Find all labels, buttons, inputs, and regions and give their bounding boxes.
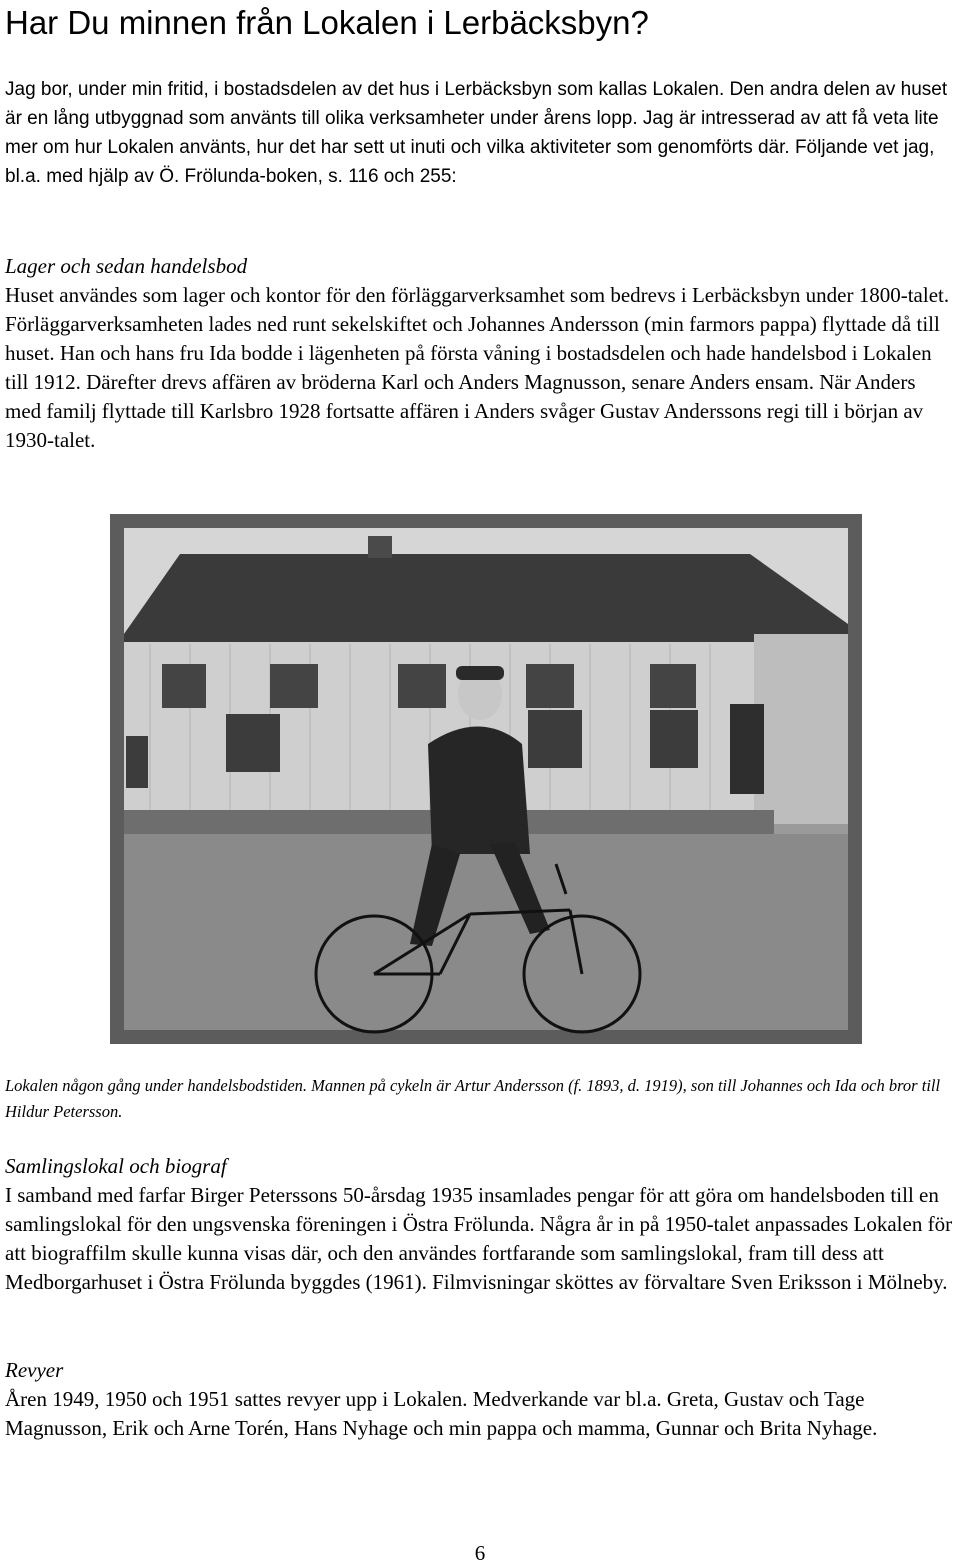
section-heading-revyer: Revyer [5, 1358, 64, 1382]
historical-photo [110, 514, 862, 1044]
photo-caption: Lokalen någon gång under handelsbodstiden. Mannen på cykeln är Artur Andersson (f. 1893, d. 1919), son till Johannes och Ida och bror till Hildur Petersson. [5, 1076, 941, 1121]
page-title: Har Du minnen från Lokalen i Lerbäcksbyn? [5, 4, 649, 41]
photo-illustration [110, 514, 862, 1044]
page-number: 6 [474, 1541, 486, 1565]
section-heading-samlingslokal: Samlingslokal och biograf [5, 1154, 227, 1178]
section-body-samlingslokal: I samband med farfar Birger Peterssons 50-årsdag 1935 insamlades pengar för att göra om handelsboden till en samlingslokal för den ungsvenska föreningen i Östra Frölunda. Några år in på 1950-talet anpassades Lokalen för att biograffilm skulle kunna visas där, och den användes fortfarande som samlingslokal, fram till dess att Medborgarhuset i Östra Frölunda byggdes (1961). Filmvisningar sköttes av förvaltare Sven Eriksson i Mölneby. [5, 1183, 953, 1294]
section-body-lager: Huset användes som lager och kontor för den förläggarverksamhet som bedrevs i Lerbäcksbyn under 1800-talet. Förläggarverksamheten lades ned runt sekelskiftet och Johannes Andersson (min farmors pappa) flyttade då till huset. Han och hans fru Ida bodde i lägenheten på första våning i bostadsdelen och hade handelsbod i Lokalen till 1912. Därefter drevs affären av bröderna Karl och Anders Magnusson, senare Anders ensam. När Anders med familj flyttade till Karlsbro 1928 fortsatte affären i Anders svåger Gustav Anderssons regi till i början av 1930-talet. [5, 283, 950, 452]
section-heading-lager: Lager och sedan handelsbod [5, 254, 248, 278]
section-body-revyer: Åren 1949, 1950 och 1951 sattes revyer upp i Lokalen. Medverkande var bl.a. Greta, Gustav och Tage Magnusson, Erik och Arne Torén, Hans Nyhage och min pappa och mamma, Gunnar och Brita Nyhage. [5, 1387, 878, 1440]
intro-paragraph: Jag bor, under min fritid, i bostadsdelen av det hus i Lerbäcksbyn som kallas Lokalen. Den andra delen av huset är en lång utbyggnad som använts till olika verksamheter under årens lopp. Jag är intresserad av att få veta lite mer om hur Lokalen använts, hur det har sett ut inuti och vilka aktiviteter som genomförts där. Följande vet jag, bl.a. med hjälp av Ö. Frölunda-boken, s. 116 och 255: [5, 79, 948, 187]
